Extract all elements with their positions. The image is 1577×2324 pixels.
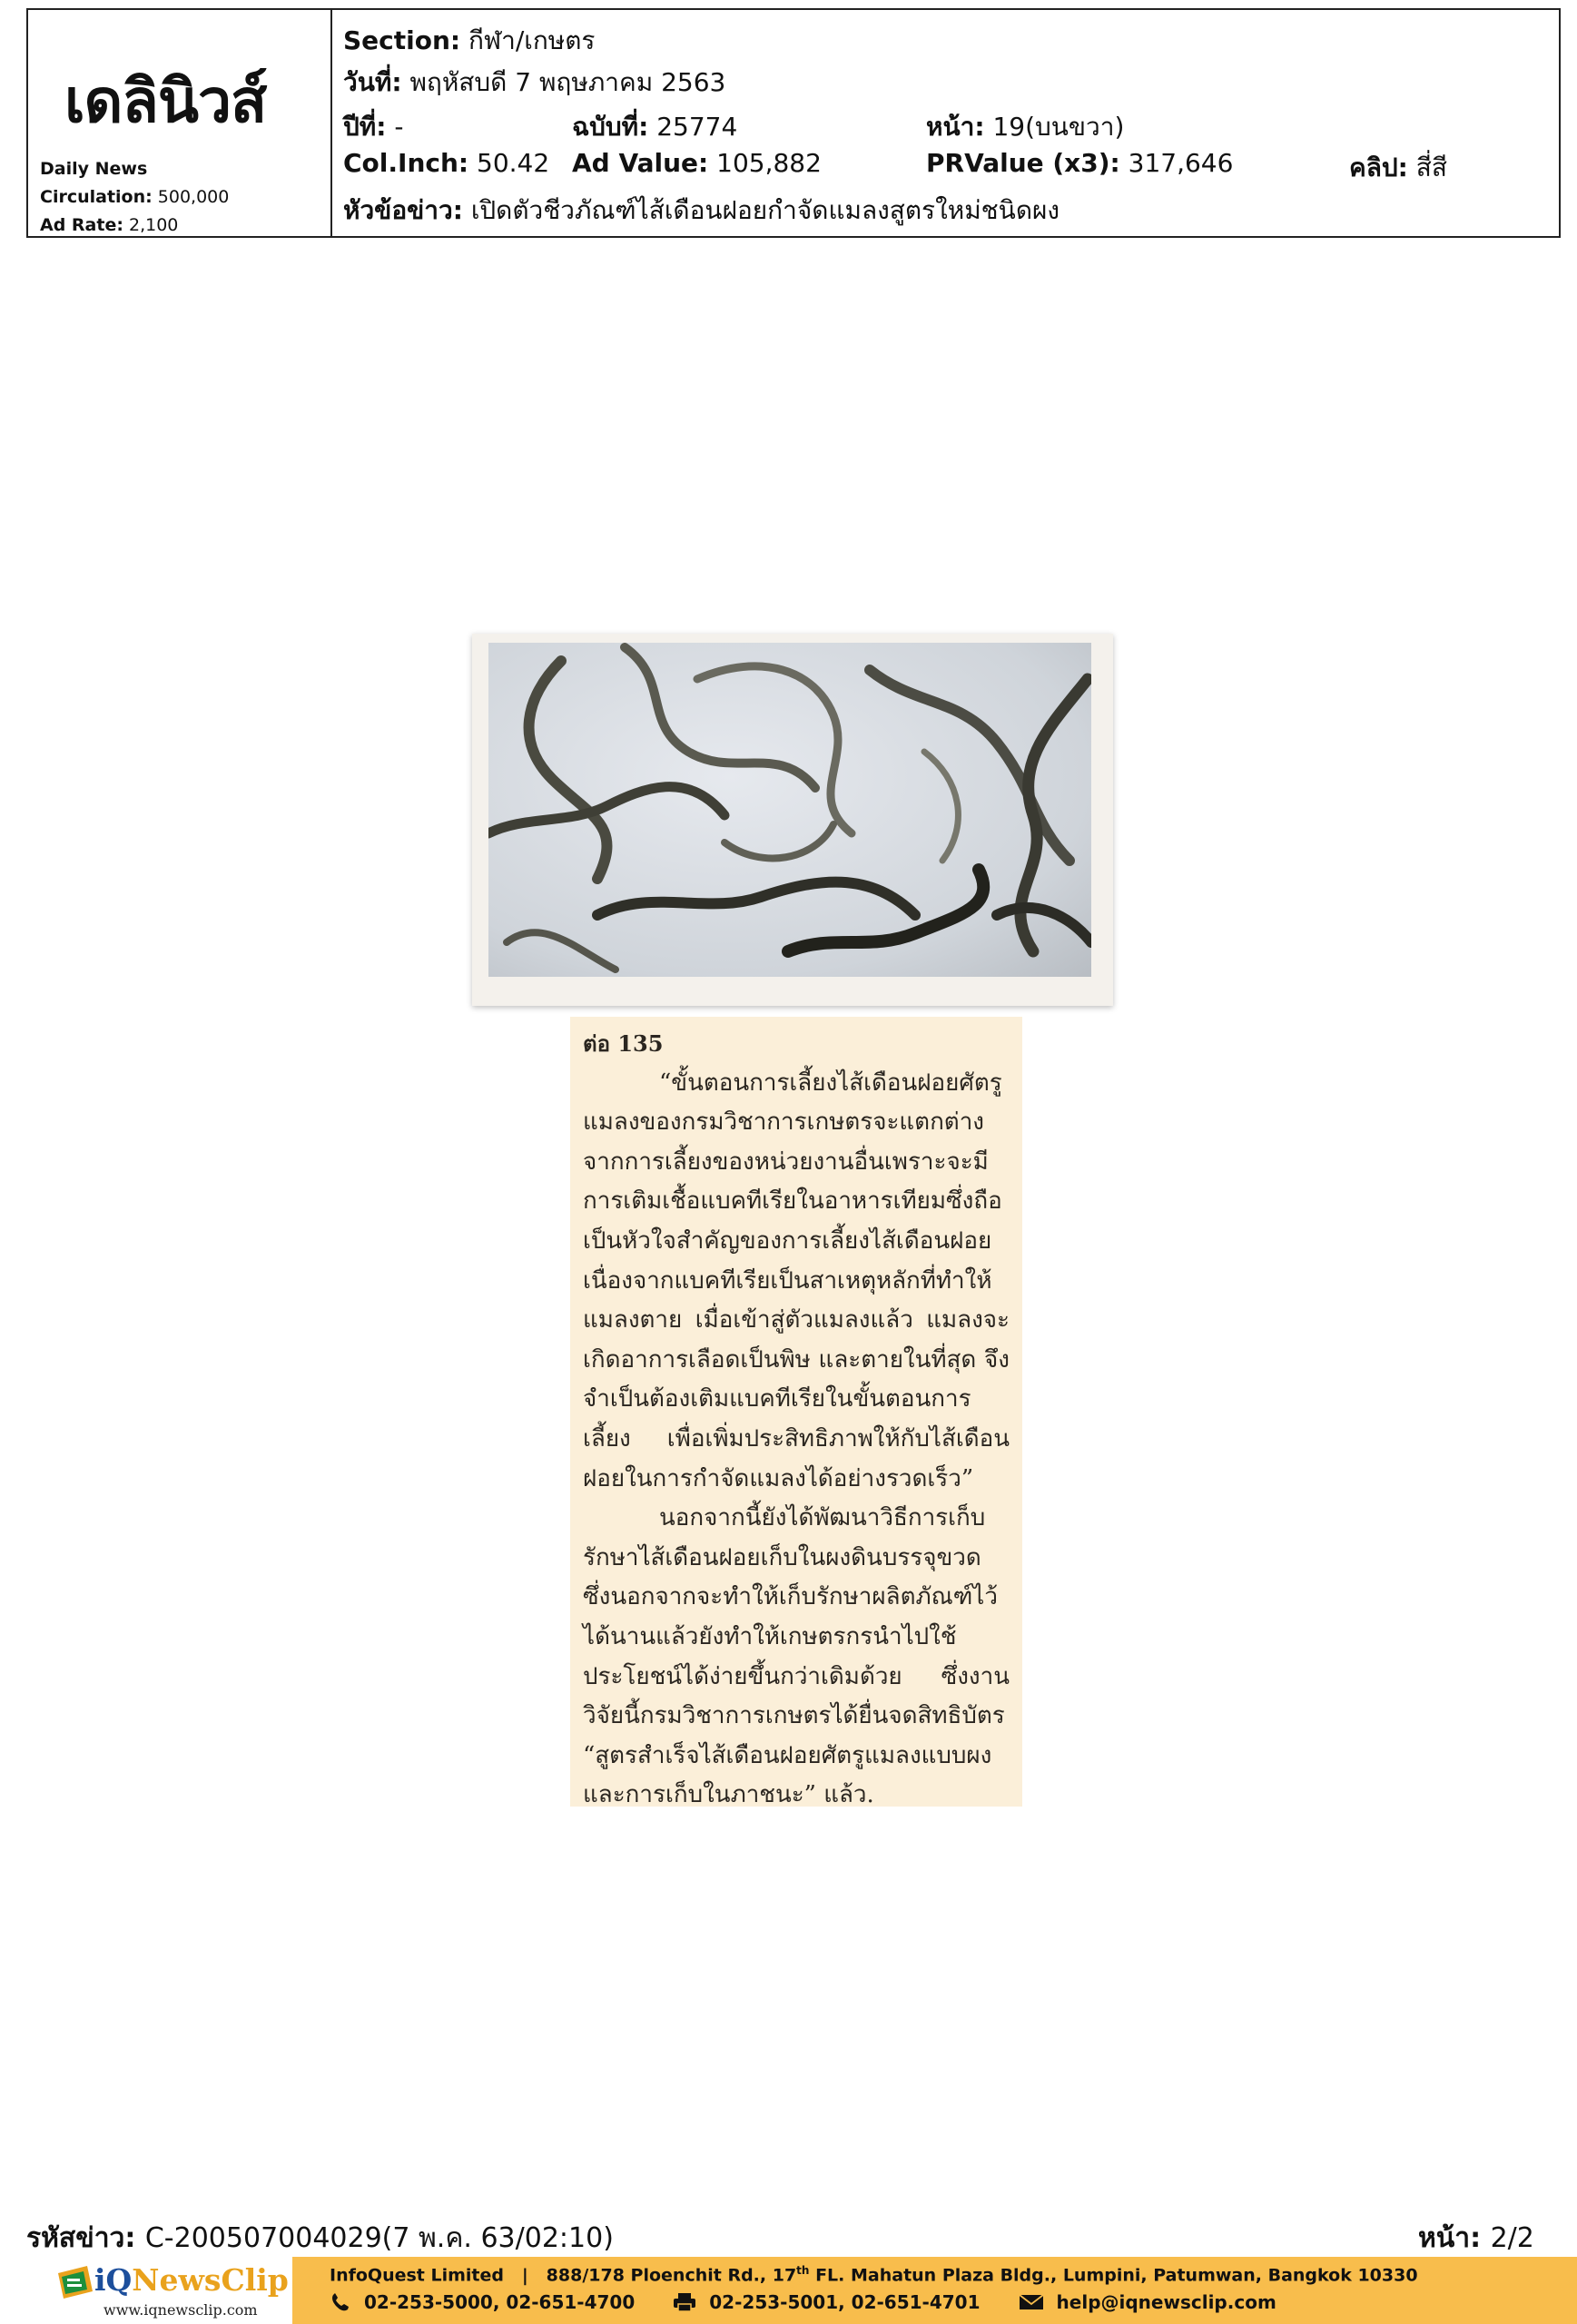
date-label: วันที่: <box>343 67 402 97</box>
page-value: 19(บนขวา) <box>992 112 1125 142</box>
clip-info-cell <box>332 10 1559 236</box>
contact-line <box>330 2291 1315 2313</box>
fax-icon <box>673 2292 696 2312</box>
company-address <box>330 2264 1418 2285</box>
continued-from-label: ต่อ 135 <box>583 1030 664 1057</box>
headline-row <box>343 191 1060 231</box>
clip-label: คลิป: <box>1349 153 1408 182</box>
address-superscript: th <box>796 2264 810 2277</box>
iqnewsclip-wordmark <box>94 2262 289 2298</box>
newspaper-logo-icon <box>56 2264 94 2300</box>
footer-bar <box>0 2257 1577 2324</box>
headline-label: หัวข้อข่าว: <box>343 195 463 225</box>
page-field <box>926 107 1124 147</box>
publication-name: Daily News <box>40 159 148 179</box>
logo-news: News <box>132 2262 222 2298</box>
company-name: InfoQuest Limited <box>330 2265 504 2286</box>
circulation-label: Circulation: <box>40 187 153 207</box>
logo-clip: Clip <box>221 2262 289 2298</box>
headline-value: เปิดตัวชีวภัณฑ์ไส้เดือนฝอยกำจัดแมลงสูตรใหม่ชนิดผง <box>470 195 1060 225</box>
fax-numbers: 02-253-5001, 02-651-4701 <box>709 2291 981 2313</box>
section-row <box>343 21 595 61</box>
news-code-value: C-200507004029(7 พ.ค. 63/02:10) <box>144 2222 614 2254</box>
clip-value: สี่สี <box>1415 153 1447 182</box>
phone-numbers: 02-253-5000, 02-651-4700 <box>364 2291 636 2313</box>
circulation-value: 500,000 <box>157 187 230 207</box>
contact-band <box>292 2257 1577 2324</box>
advalue-field <box>572 148 822 178</box>
section-label: Section: <box>343 25 461 55</box>
fax-group <box>673 2291 980 2313</box>
publication-cell <box>28 10 332 236</box>
colinch-label: Col.Inch: <box>343 148 469 178</box>
nematode-illustration <box>488 643 1091 977</box>
article-photo <box>472 634 1113 1006</box>
issue-label: ฉบับที่: <box>572 112 649 142</box>
advalue-value: 105,882 <box>716 148 822 178</box>
year-value: - <box>394 112 404 142</box>
iqnewsclip-url: www.iqnewsclip.com <box>103 2301 258 2319</box>
colinch-value: 50.42 <box>477 148 550 178</box>
date-row <box>343 63 725 103</box>
year-label: ปีที่: <box>343 112 387 142</box>
clip-header <box>26 8 1561 238</box>
page-number-label: หน้า: <box>1418 2222 1482 2254</box>
ad-rate-value: 2,100 <box>129 215 179 235</box>
article-paragraph-1: “ขั้นตอนการเลี้ยงไส้เดือนฝอยศัตรูแมลงของกรมวิชาการเกษตรจะแตกต่างจากการเลี้ยงของหน่วยงานอื่นเพราะจะมีการเติมเชื้อแบคทีเรียในอาหารเทียมซึ่งถือเป็นหัวใจสำคัญของการเลี้ยงไส้เดือนฝอย เนื่องจากแบคทีเรียเป็นสาเหตุหลักที่ทำให้แมลงตาย เมื่อเข้าสู่ตัวแมลงแล้ว แมลงจะเกิดอาการเลือดเป็นพิษ และตายในที่สุด จึงจำเป็นต้องเติมแบคทีเรียในขั้นตอนการเลี้ยง เพื่อเพิ่มประสิทธิภาพให้กับไส้เดือนฝอยในการกำจัดแมลงได้อย่างรวดเร็ว” <box>583 1068 1010 1492</box>
email-group <box>1019 2291 1276 2313</box>
article-paragraph-2: นอกจากนี้ยังได้พัฒนาวิธีการเก็บรักษาไส้เดือนฝอยเก็บในผงดินบรรจุขวด ซึ่งนอกจากจะทำให้เก็บรักษาผลิตภัณฑ์ไว้ได้นานแล้วยังทำให้เกษตรกรนำไปใช้ประโยชน์ได้ง่ายขึ้นกว่าเดิมด้วย ซึ่งงานวิจัยนี้กรมวิชาการเกษตรได้ยื่นจดสิทธิบัตร “สูตรสำเร็จไส้เดือนฝอยศัตรูแมลงแบบผง และการเก็บในภาชนะ” แล้ว. <box>583 1504 1010 1809</box>
iqnewsclip-logo <box>0 2257 292 2324</box>
clip-field <box>1349 148 1447 188</box>
address-part-2: FL. Mahatun Plaza Bldg., Lumpini, Patumwan, Bangkok 10330 <box>809 2265 1418 2286</box>
prvalue-field <box>926 148 1233 178</box>
section-value: กีฬา/เกษตร <box>468 25 596 55</box>
publication-meta <box>40 155 229 240</box>
address-separator: | <box>521 2265 528 2286</box>
page-number <box>1418 2217 1534 2260</box>
publication-logo: เดลินิวส์ <box>64 66 267 136</box>
issue-field <box>572 107 737 147</box>
prvalue-value: 317,646 <box>1128 148 1234 178</box>
nematode-micrograph <box>488 643 1091 977</box>
advalue-label: Ad Value: <box>572 148 709 178</box>
address-part-1: 888/178 Ploenchit Rd., 17 <box>546 2265 797 2286</box>
phone-icon <box>330 2292 351 2312</box>
year-field <box>343 107 403 147</box>
ad-rate-label: Ad Rate: <box>40 215 123 235</box>
news-code-label: รหัสข่าว: <box>26 2222 136 2254</box>
news-code <box>26 2217 614 2260</box>
article-clipping <box>570 1017 1022 1807</box>
email-address: help@iqnewsclip.com <box>1056 2291 1276 2313</box>
prvalue-label: PRValue (x3): <box>926 148 1120 178</box>
page-label: หน้า: <box>926 112 985 142</box>
phone-group <box>330 2291 635 2313</box>
colinch-field <box>343 148 549 178</box>
page-number-value: 2/2 <box>1490 2222 1534 2254</box>
issue-value: 25774 <box>656 112 738 142</box>
logo-iq: iQ <box>94 2262 133 2298</box>
date-value: พฤหัสบดี 7 พฤษภาคม 2563 <box>409 67 726 97</box>
email-icon <box>1019 2293 1044 2311</box>
